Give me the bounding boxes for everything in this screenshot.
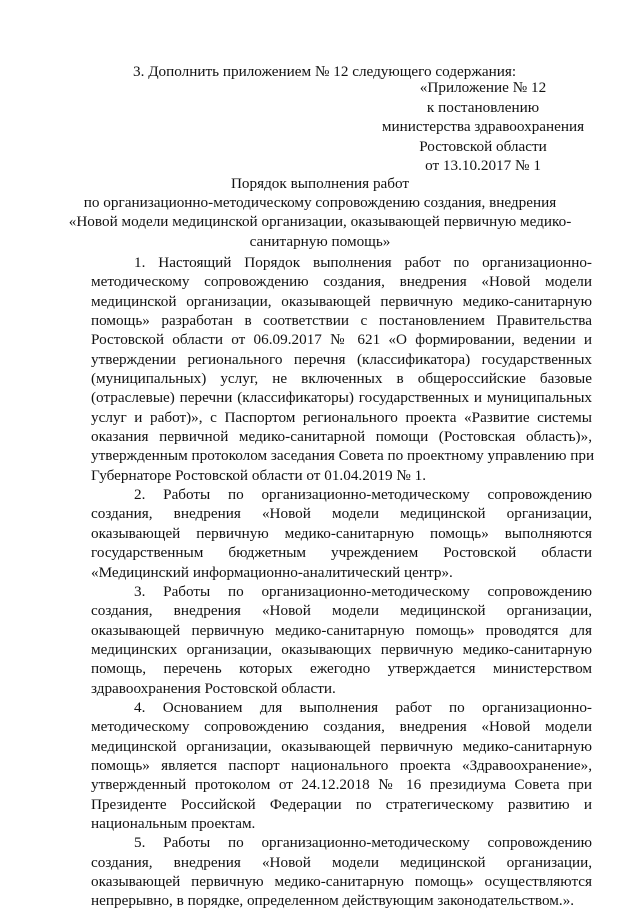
paragraph-5-line: оказывающей первичную медико-санитарную помощь» осуществляются xyxy=(91,873,592,890)
paragraph-1-line: 1. Настоящий Порядок выполнения работ по организационно- xyxy=(134,254,592,271)
appendix-number: «Приложение № 12 xyxy=(419,79,547,96)
appendix-ministry: министерства здравоохранения xyxy=(381,118,585,135)
paragraph-1-line: утверждении регионального перечня (классификатора) государственных xyxy=(91,350,592,368)
intro-line: 3. Дополнить приложением № 12 следующего содержания: xyxy=(133,63,517,80)
paragraph-4-line: помощь» является паспорт национального проекта «Здравоохранение», xyxy=(91,756,592,774)
paragraph-2-line: создания, внедрения «Новой модели медицинской организации, xyxy=(91,505,592,523)
title-line: санитарную помощь» xyxy=(249,232,391,250)
paragraph-4-line: методическому сопровождению создания, внедрения «Новой модели xyxy=(91,718,592,736)
paragraph-4-line: медицинской организации, оказывающей первичную медико-санитарную xyxy=(91,737,592,755)
paragraph-5-line: 5. Работы по организационно-методическому сопровождению xyxy=(134,834,592,852)
appendix-header xyxy=(378,78,588,176)
title-line: по организационно-методическому сопровождению создания, внедрения xyxy=(83,194,557,212)
paragraph-2-line: 2. Работы по организационно-методическому сопровождению xyxy=(134,486,592,504)
paragraph-3-line: создания, внедрения «Новой модели медицинской организации, xyxy=(91,602,592,620)
paragraph-1-line: услуг и работ)», с Паспортом регионального проекта «Развитие системы xyxy=(91,408,592,426)
paragraph-1-line: методическому сопровождению создания, внедрения «Новой модели xyxy=(91,273,592,291)
paragraph-3-line: медицинских организации, оказывающих первичную медико-санитарную xyxy=(91,640,592,658)
paragraph-4-line: 4. Основанием для выполнения работ по организационно- xyxy=(134,698,592,716)
paragraph-1-line: (муниципальных) услуг, не включенных в общероссийские базовые xyxy=(91,370,592,388)
paragraph-1-line: медицинской организации, оказывающей первичную медико-санитарную xyxy=(91,292,592,310)
paragraph-4-line: национальным проектам. xyxy=(91,814,256,832)
paragraph-4-line: Президенте Российской Федерации по стратегическому развитию и xyxy=(91,795,592,813)
paragraph-1-line: Ростовской области от 06.09.2017 № 621 «О формировании, ведении и xyxy=(91,331,592,349)
paragraph-1-line: оказания первичной медико-санитарной помощи (Ростовская область)», xyxy=(91,428,592,446)
paragraph-5-line: создания, внедрения «Новой модели медицинской организации, xyxy=(91,853,592,871)
paragraph-3-line: 3. Работы по организационно-методическому сопровождению xyxy=(134,582,592,600)
paragraph-1-line: Губернаторе Ростовской области от 01.04.2019 № 1. xyxy=(91,466,427,484)
paragraph-2-line: оказывающей первичную медико-санитарную помощь» выполняются xyxy=(91,524,592,542)
paragraph-3-line: помощь, перечень которых ежегодно утверждается министерством xyxy=(91,660,592,678)
paragraph-2-line: «Медицинский информационно-аналитический центр». xyxy=(91,563,453,581)
paragraph-3-line: оказывающей первичную медико-санитарную помощь» проводятся для xyxy=(91,621,592,639)
appendix-date: от 13.10.2017 № 1 xyxy=(425,157,541,174)
appendix-to-resolution: к постановлению xyxy=(426,98,540,116)
document-title xyxy=(0,174,640,251)
paragraph-1-line: (отраслевые) перечни (классификаторы) государственных и муниципальных xyxy=(91,389,592,407)
title-line: Порядок выполнения работ xyxy=(230,175,410,192)
title-line: «Новой модели медицинской организации, оказывающей первичную медико- xyxy=(68,213,572,231)
paragraph-4-line: утвержденный протоколом от 24.12.2018 № 16 президиума Совета при xyxy=(91,776,592,794)
paragraph-3-line: здравоохранения Ростовской области. xyxy=(91,679,336,697)
paragraph-1-line: помощь» разработан в соответствии с постановлением Правительства xyxy=(91,312,592,330)
paragraph-1-line: утвержденным протоколом заседания Совета по проектному управлению при xyxy=(91,447,595,465)
document-body xyxy=(91,253,595,911)
paragraph-2-line: государственным бюджетным учреждением Ростовской области xyxy=(91,544,592,562)
paragraph-5-line: непрерывно, в порядке, определенном действующим законодательством.». xyxy=(91,892,575,910)
appendix-region: Ростовской области xyxy=(419,137,547,155)
